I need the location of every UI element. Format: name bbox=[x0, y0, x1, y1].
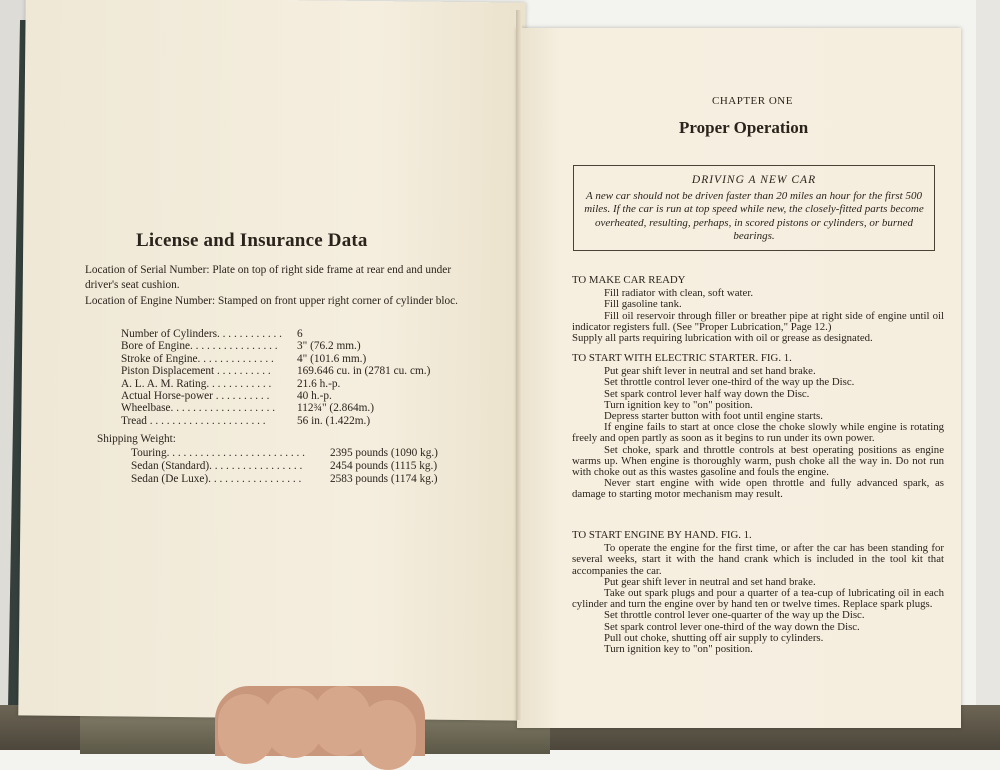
shipping-label: Touring. . . . . . . . . . . . . . . . . . . . . . . . . bbox=[131, 447, 305, 459]
spec-row bbox=[121, 353, 471, 365]
chapter-label: CHAPTER ONE bbox=[712, 95, 793, 107]
section-heading: TO START ENGINE BY HAND. FIG. 1. bbox=[572, 529, 752, 541]
spec-row bbox=[121, 328, 471, 340]
spec-value: 21.6 h.-p. bbox=[297, 377, 341, 390]
section-electric-starter bbox=[572, 353, 944, 501]
engine-location-text: Location of Engine Number: Stamped on front upper right corner of cylinder bloc. bbox=[85, 295, 459, 307]
spec-value: 112¾" (2.864m.) bbox=[297, 402, 374, 415]
shipping-row bbox=[131, 447, 471, 460]
spec-row bbox=[121, 390, 471, 402]
new-car-notice-box bbox=[573, 165, 935, 251]
license-title: License and Insurance Data bbox=[136, 230, 368, 251]
spec-label: Actual Horse-power . . . . . . . . . . bbox=[121, 390, 270, 403]
paragraph: If engine fails to start at once close the choke slowly while engine is rotating freely and open partly as soon as it begins to run under its own power. bbox=[572, 421, 944, 445]
paragraph: Set spark control lever half way down the Disc. bbox=[604, 387, 810, 400]
shipping-value: 2454 pounds (1115 kg.) bbox=[330, 460, 438, 472]
shipping-row bbox=[131, 473, 471, 486]
spec-label: Bore of Engine. . . . . . . . . . . . . . . . bbox=[121, 340, 278, 353]
paragraph: Supply all parts requiring lubrication with oil or grease as designated. bbox=[572, 332, 873, 345]
spec-list bbox=[121, 328, 471, 427]
spec-value: 4" (101.6 mm.) bbox=[297, 352, 367, 365]
paragraph: Depress starter button with foot until engine starts. bbox=[604, 410, 823, 423]
paragraph: Fill radiator with clean, soft water. bbox=[604, 287, 754, 300]
shipping-heading: Shipping Weight: bbox=[97, 433, 176, 445]
paragraph: Set spark control lever one-third of the way down the Disc. bbox=[604, 620, 860, 633]
spec-row bbox=[121, 415, 471, 427]
spec-label: A. L. A. M. Rating. . . . . . . . . . . . bbox=[121, 377, 272, 390]
shipping-value: 2395 pounds (1090 kg.) bbox=[330, 447, 438, 459]
paragraph: Turn ignition key to "on" position. bbox=[604, 398, 753, 411]
paragraph: Set throttle control lever one-quarter of the way up the Disc. bbox=[604, 609, 865, 622]
paragraph: Fill oil reservoir through filler or breather pipe at right side of engine until oil indicator registers full. (See "Proper Lubrication," Page 12.) bbox=[572, 309, 944, 333]
spec-value: 40 h.-p. bbox=[297, 390, 332, 403]
shipping-row bbox=[131, 460, 471, 473]
spec-row bbox=[121, 365, 471, 377]
section-make-car-ready bbox=[572, 275, 944, 344]
paragraph: Turn ignition key to "on" position. bbox=[604, 643, 753, 656]
paragraph: Put gear shift lever in neutral and set hand brake. bbox=[604, 365, 816, 378]
paragraph: Never start engine with wide open throttle and fully advanced spark, as damage to starting motor mechanism may result. bbox=[572, 477, 944, 501]
paragraph: Set choke, spark and throttle controls at best operating positions as engine warms up. When engine is thoroughly warm, push choke all the way in. Do not run with choke out as this wastes gasoline and fouls the engine. bbox=[572, 443, 944, 479]
backdrop-right bbox=[976, 0, 1000, 750]
spec-label: Stroke of Engine. . . . . . . . . . . . . . bbox=[121, 352, 274, 365]
paragraph: Put gear shift lever in neutral and set hand brake. bbox=[604, 575, 816, 588]
paragraph: Fill gasoline tank. bbox=[604, 298, 682, 311]
spec-label: Piston Displacement . . . . . . . . . . bbox=[121, 365, 271, 378]
page-gutter bbox=[516, 10, 522, 720]
section-heading: TO START WITH ELECTRIC STARTER. FIG. 1. bbox=[572, 352, 792, 364]
notice-body: A new car should not be driven faster than 20 miles an hour for the first 500 miles. If the car is run at top speed while new, the closely-fitted parts become overheated, resulting, perhaps, in scored pistons or cylinders, or burned bearings. bbox=[584, 189, 924, 242]
spec-label: Number of Cylinders. . . . . . . . . . . . bbox=[121, 328, 282, 340]
serial-location-text: Location of Serial Number: Plate on top of right side frame at rear end and under driver's seat cushion. bbox=[85, 264, 452, 291]
chapter-title: Proper Operation bbox=[679, 118, 809, 137]
spec-row bbox=[121, 378, 471, 390]
shipping-label: Sedan (De Luxe). . . . . . . . . . . . . . . . . bbox=[131, 473, 302, 485]
section-start-by-hand bbox=[572, 530, 944, 655]
spec-row bbox=[121, 402, 471, 414]
shipping-list bbox=[131, 447, 471, 486]
spec-label: Tread . . . . . . . . . . . . . . . . . . . . . bbox=[121, 414, 266, 427]
spec-row bbox=[121, 340, 471, 352]
paragraph: To operate the engine for the first time, or after the car has been standing for several weeks, start it with the hand crank which is included in the tool kit that accompanies the car. bbox=[572, 542, 944, 577]
spec-value: 6 bbox=[297, 328, 303, 340]
notice-heading: DRIVING A NEW CAR bbox=[691, 174, 817, 186]
paragraph: Pull out choke, shutting off air supply to cylinders. bbox=[604, 631, 824, 644]
paragraph: Set throttle control lever one-third of the way up the Disc. bbox=[604, 376, 855, 389]
spec-label: Wheelbase. . . . . . . . . . . . . . . . . . . bbox=[121, 402, 276, 415]
paragraph: Take out spark plugs and pour a quarter of a tea-cup of lubricating oil in each cylinder and turn the engine over by hand ten or twelve times. Replace spark plugs. bbox=[572, 587, 944, 611]
shipping-label: Sedan (Standard). . . . . . . . . . . . . . . . . bbox=[131, 460, 303, 472]
spec-value: 169.646 cu. in (2781 cu. cm.) bbox=[297, 365, 431, 378]
section-heading: TO MAKE CAR READY bbox=[572, 274, 686, 286]
finger bbox=[360, 700, 416, 770]
spec-value: 3" (76.2 mm.) bbox=[297, 340, 361, 353]
shipping-value: 2583 pounds (1174 kg.) bbox=[330, 473, 438, 485]
spec-value: 56 in. (1.422m.) bbox=[297, 414, 371, 427]
